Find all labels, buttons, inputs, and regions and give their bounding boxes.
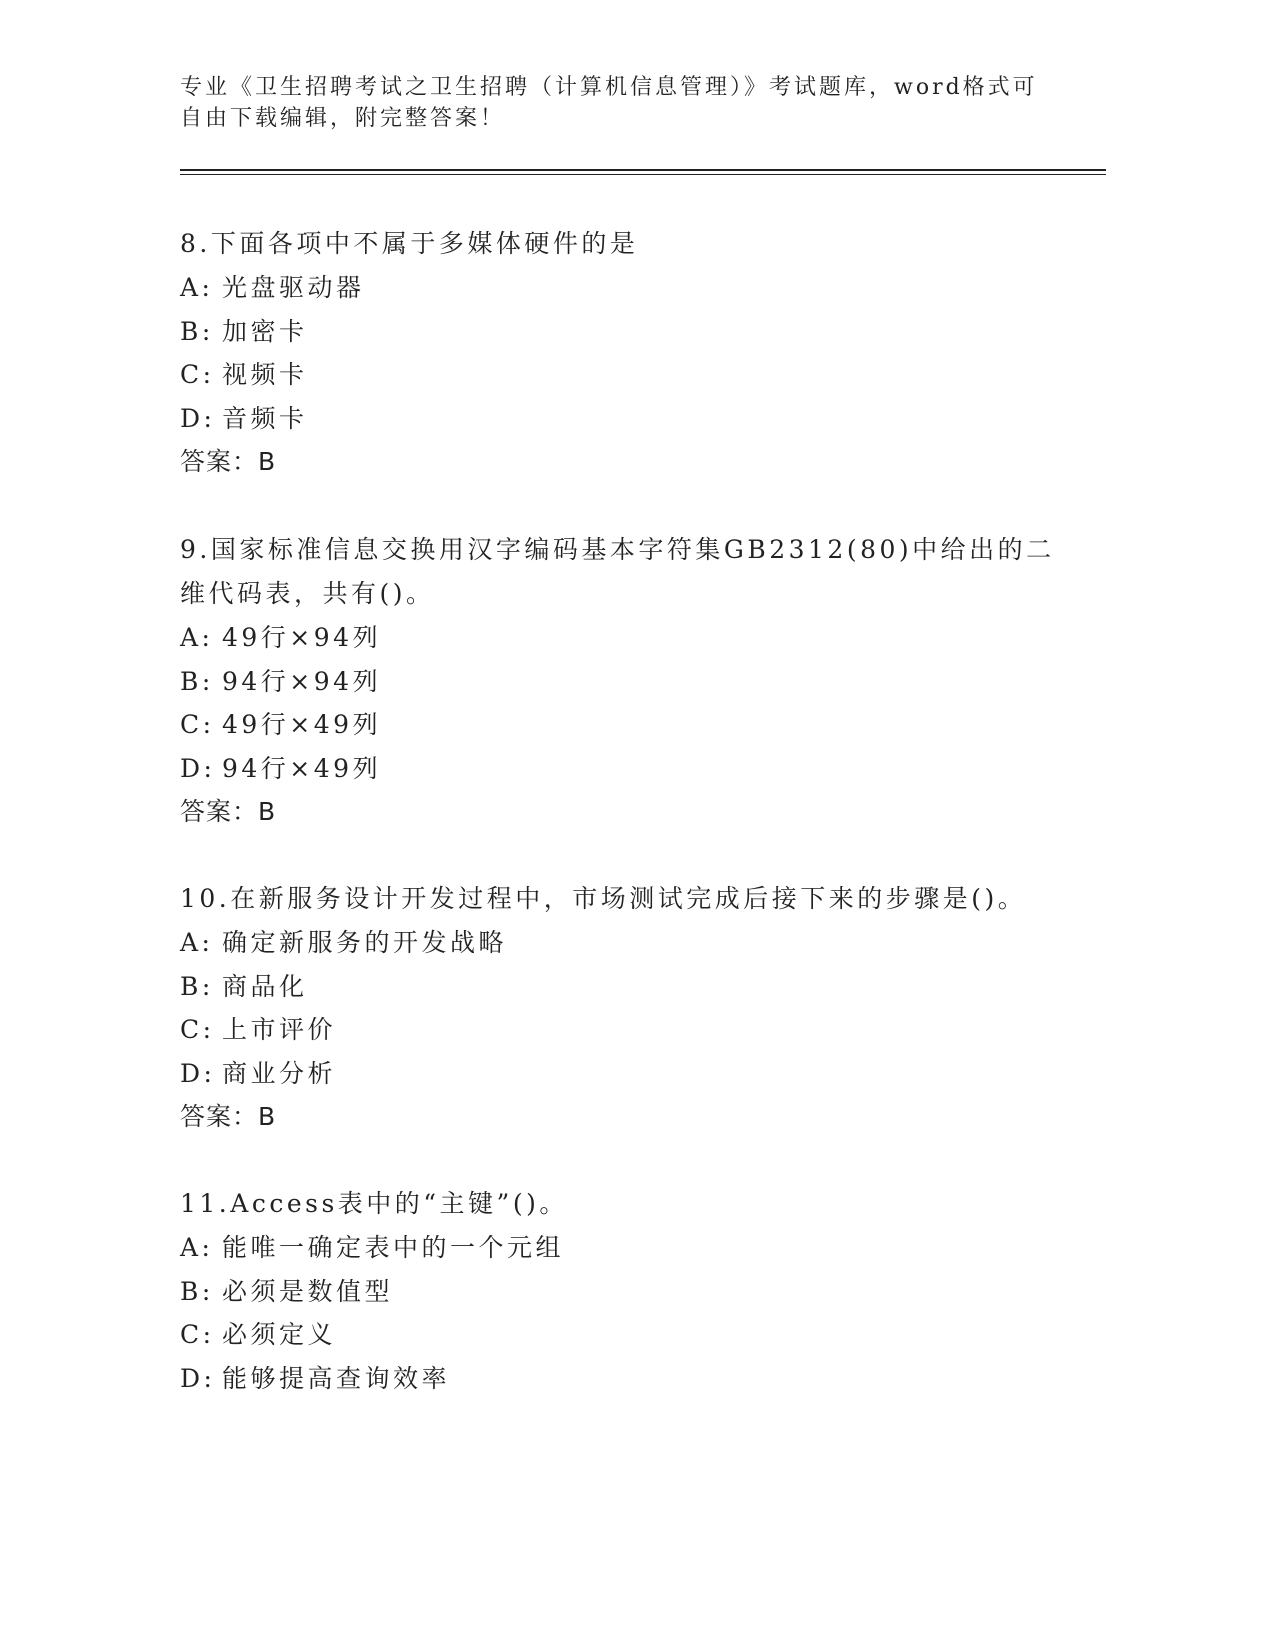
option-c xyxy=(180,1008,1060,1052)
question-text: 8.下面各项中不属于多媒体硬件的是 xyxy=(180,229,639,258)
option-a xyxy=(180,616,1060,660)
question-8 xyxy=(180,222,1060,484)
option-a xyxy=(180,921,1060,965)
option-c xyxy=(180,703,1060,747)
option-letter: C: xyxy=(180,710,215,739)
option-text: 能够提高查询效率 xyxy=(222,1363,451,1393)
header-divider-thin xyxy=(180,174,1106,175)
option-text: 能唯一确定表中的一个元组 xyxy=(222,1233,565,1262)
option-c xyxy=(180,1313,1060,1357)
question-11 xyxy=(180,1182,1060,1400)
option-a xyxy=(180,266,1060,310)
option-letter: C: xyxy=(180,360,215,389)
option-text: 商品化 xyxy=(222,971,308,1001)
option-letter: C: xyxy=(180,1320,215,1349)
option-letter: D: xyxy=(180,403,216,433)
option-letter: D: xyxy=(180,753,216,783)
answer-label: 答案：B xyxy=(180,447,277,476)
option-text: 94行×49列 xyxy=(222,753,382,783)
option-text: 视频卡 xyxy=(222,360,308,389)
option-letter: B: xyxy=(180,971,214,1001)
option-b xyxy=(180,965,1060,1009)
option-letter: A: xyxy=(180,623,214,652)
option-a xyxy=(180,1226,1060,1270)
option-d xyxy=(180,1052,1060,1096)
option-text: 确定新服务的开发战略 xyxy=(222,928,508,957)
header-divider-thick xyxy=(180,169,1106,171)
option-text: 必须是数值型 xyxy=(222,1276,394,1306)
option-text: 光盘驱动器 xyxy=(222,273,365,302)
option-d xyxy=(180,747,1060,791)
option-letter: C: xyxy=(180,1015,215,1044)
option-letter: B: xyxy=(180,1276,214,1306)
option-c xyxy=(180,353,1060,397)
option-text: 上市评价 xyxy=(222,1015,337,1044)
question-text: 9.国家标准信息交换用汉字编码基本字符集GB2312(80)中给出的二维代码表，共有()。 xyxy=(180,535,1055,608)
option-text: 必须定义 xyxy=(222,1320,337,1349)
option-letter: D: xyxy=(180,1058,216,1088)
option-d xyxy=(180,1357,1060,1401)
question-10 xyxy=(180,877,1060,1139)
question-text: 10.在新服务设计开发过程中，市场测试完成后接下来的步骤是()。 xyxy=(180,884,1027,913)
option-text: 49行×94列 xyxy=(222,623,382,652)
question-text: 11.Access表中的“主键”()。 xyxy=(180,1189,568,1218)
option-text: 商业分析 xyxy=(222,1058,337,1088)
answer-label: 答案：B xyxy=(180,797,277,826)
option-text: 加密卡 xyxy=(222,316,308,346)
option-b xyxy=(180,660,1060,704)
option-b xyxy=(180,310,1060,354)
answer-label: 答案：B xyxy=(180,1102,277,1131)
document-header: 专业《卫生招聘考试之卫生招聘（计算机信息管理）》考试题库，word格式可自由下载编辑，附完整答案！ xyxy=(180,75,1038,131)
option-text: 音频卡 xyxy=(222,403,308,433)
option-letter: D: xyxy=(180,1363,216,1393)
option-letter: B: xyxy=(180,316,214,346)
option-letter: A: xyxy=(180,273,214,302)
question-9 xyxy=(180,528,1060,834)
option-letter: B: xyxy=(180,666,214,696)
option-letter: A: xyxy=(180,928,214,957)
option-text: 94行×94列 xyxy=(222,666,382,696)
option-letter: A: xyxy=(180,1233,214,1262)
option-b xyxy=(180,1270,1060,1314)
option-d xyxy=(180,397,1060,441)
option-text: 49行×49列 xyxy=(222,710,382,739)
